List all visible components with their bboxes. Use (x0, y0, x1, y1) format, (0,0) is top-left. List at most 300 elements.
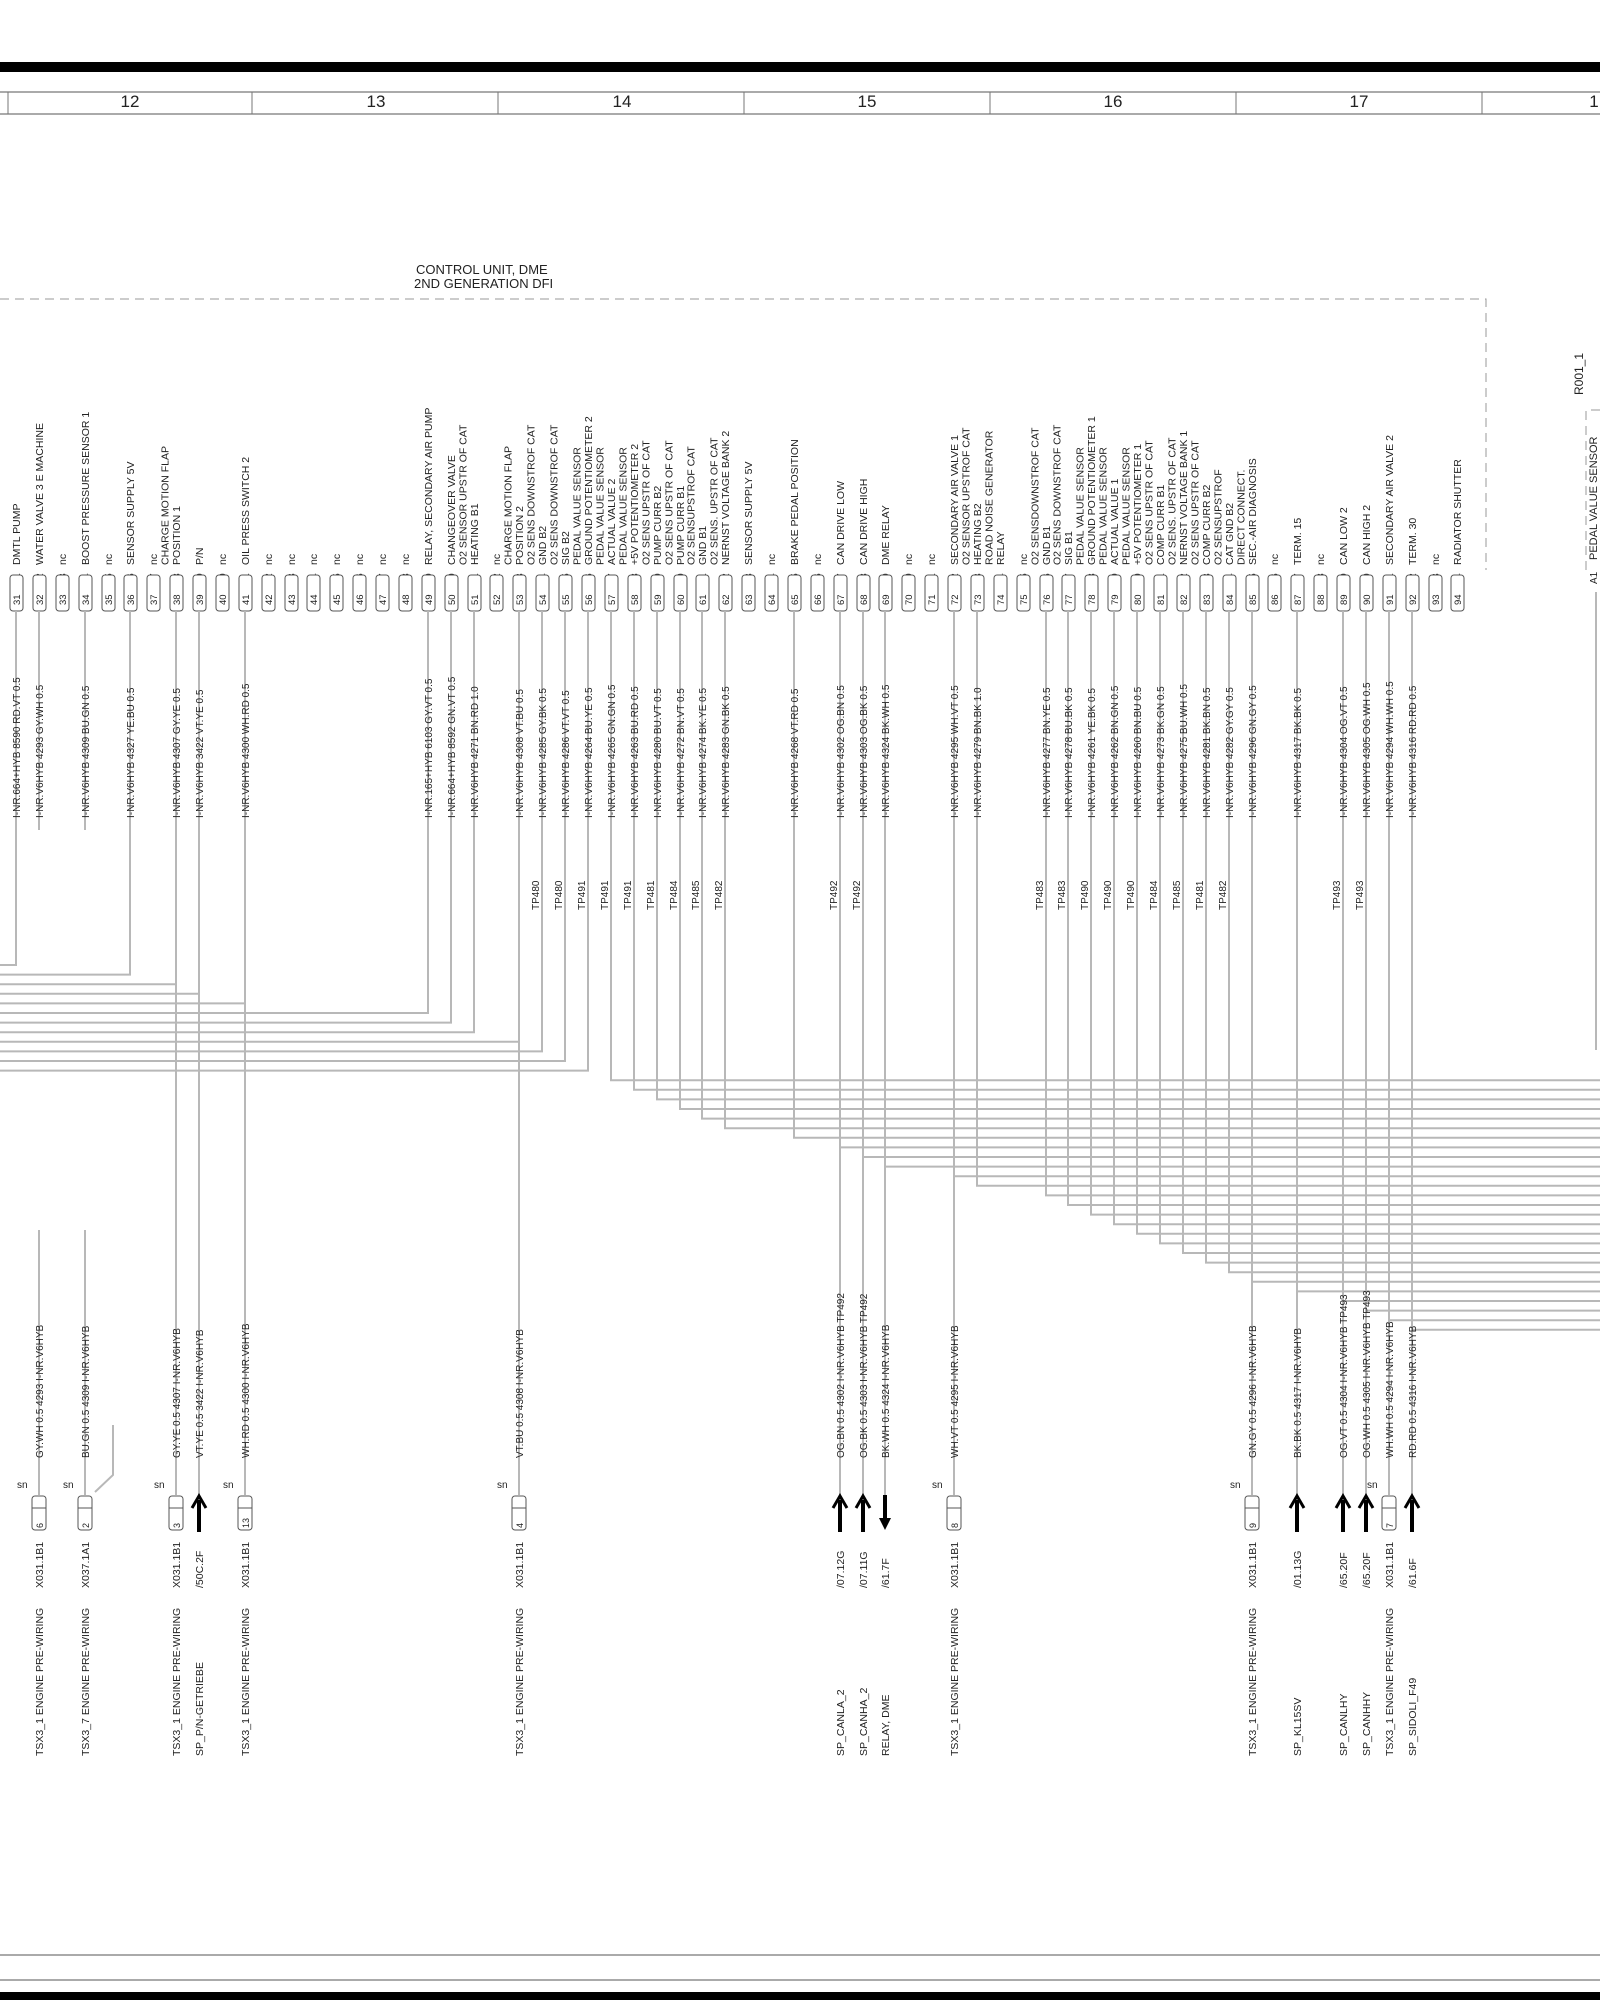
connection-reference: X037.1A1 (80, 1541, 92, 1588)
pin-wire-spec: I-NR.664+HYB 8592 GN.VT 0.5 (447, 676, 458, 818)
connection-pin-41 (223, 1003, 252, 1756)
pin-description: nc (400, 553, 412, 565)
test-point-label: TP482 (1218, 880, 1229, 910)
pin-wire-spec: I-NR.V6HYB 3422 VT.YE 0.5 (195, 689, 206, 818)
connector-terminal-number: 9 (1248, 1522, 1258, 1528)
bus-wire (885, 610, 1600, 1167)
pin-number: 65 (790, 594, 801, 605)
pin-description: PEDAL VALUE SENSOR (571, 447, 584, 565)
pin-number: 39 (195, 594, 206, 605)
connection-pin-67 (833, 1147, 847, 1756)
connection-wire-spec: WH.VT 0.5 4295 I-NR.V6HYB (950, 1325, 961, 1458)
test-point-label: TP480 (554, 880, 565, 910)
pin-description: DME RELAY (880, 505, 892, 565)
pin-B51 (458, 424, 482, 1032)
connection-wire-spec: WH.WH 0.5 4294 I-NR.V6HYB (1385, 1321, 1396, 1458)
pin-description: nc (1315, 553, 1327, 565)
pin-B80 (1121, 444, 1145, 1234)
pin-wire-spec: I-NR.V6HYB 4262 BN.GN 0.5 (1110, 685, 1121, 818)
pin-B79 (1098, 447, 1122, 1224)
pin-B63 (742, 462, 755, 612)
pin-B45 (330, 554, 343, 611)
pin-B48 (399, 554, 412, 611)
pin-description: nc (491, 553, 503, 565)
connection-reference: /07.11G (858, 1551, 870, 1588)
connection-pin-90 (1359, 1290, 1373, 1756)
pin-wire-spec: I-NR.V6HYB 4294 WH.WH 0.5 (1385, 681, 1396, 818)
pin-number: 59 (653, 594, 664, 605)
connection-destination: RELAY, DME (880, 1694, 892, 1756)
pin-B43 (285, 554, 298, 611)
pin-wire-spec: I-NR.V6HYB 4295 WH.VT 0.5 (950, 685, 961, 818)
pin-number: 78 (1087, 594, 1098, 605)
bus-wire (0, 610, 199, 994)
connector-terminal-number: 4 (515, 1522, 525, 1528)
pin-description: ACTUAL VALUE 1 (1109, 478, 1121, 565)
splice-label: sn (497, 1480, 508, 1491)
pin-description: nc (812, 553, 824, 565)
pin-number: 66 (813, 594, 824, 605)
test-point-label: TP484 (1149, 880, 1160, 910)
bus-wire (0, 610, 588, 1071)
pin-B69 (879, 505, 892, 1167)
pin-B40 (216, 554, 229, 611)
connection-reference: /50C.2F (194, 1550, 206, 1588)
pin-description: nc (377, 553, 389, 565)
pin-wire-spec: I-NR.V6HYB 4285 GY.BK 0.5 (538, 688, 549, 818)
pin-wire-spec: I-NR.V6HYB 4302 OG.BN 0.5 (836, 685, 847, 818)
pin-number: 53 (515, 594, 526, 605)
test-point-label: TP483 (1035, 880, 1046, 910)
pin-number: 43 (287, 594, 298, 605)
pin-B56 (572, 416, 596, 1071)
pin-wire-spec: I-NR.V6HYB 4273 BK.GN 0.5 (1156, 686, 1167, 818)
pin-description: nc (1269, 553, 1281, 565)
pin-B82 (1167, 431, 1191, 1253)
pin-number: 58 (630, 594, 641, 605)
pin-description: SIG B1 (1063, 531, 1075, 565)
pin-number: 75 (1019, 594, 1030, 605)
test-point-label: TP485 (691, 880, 702, 910)
pin-wire-spec: I-NR.V6HYB 4274 BK.YE 0.5 (698, 687, 709, 818)
pin-wire-spec: I-NR.V6HYB 4281 BK.BN 0.5 (1202, 687, 1213, 818)
connection-wire-spec: VT.YE 0.5 3422 I-NR.V6HYB (195, 1329, 206, 1458)
pin-description: OIL PRESS SWITCH 2 (240, 456, 252, 565)
pin-number: 87 (1293, 594, 1304, 605)
pin-description: SENSOR SUPPLY 5V (125, 461, 137, 565)
pin-B86 (1268, 554, 1281, 611)
connection-pin-34 (63, 1230, 92, 1756)
pin-wire-spec: I-NR.V6HYB 4280 BU.VT 0.5 (653, 688, 664, 818)
pin-description: TERM. 15 (1292, 517, 1304, 565)
pin-B35 (102, 554, 115, 611)
splice-label: sn (932, 1480, 943, 1491)
splice-label: sn (1367, 1480, 1378, 1491)
pin-number: 91 (1385, 594, 1396, 605)
pin-description: CHARGE MOTION FLAP (502, 445, 515, 565)
pin-B85 (1236, 458, 1260, 1282)
pin-number: 72 (950, 594, 961, 605)
splice-label: sn (1230, 1480, 1241, 1491)
pin-description: CAN DRIVE HIGH (858, 478, 870, 565)
pin-description: nc (103, 553, 115, 565)
bus-wire (1343, 610, 1600, 1301)
pin-B42 (262, 554, 275, 611)
pin-number: 84 (1225, 594, 1236, 605)
test-point-label: TP481 (1195, 880, 1206, 910)
pin-number: 68 (859, 594, 870, 605)
test-point-label: TP493 (1355, 880, 1366, 910)
test-point-label: TP484 (669, 880, 680, 910)
pin-number: 77 (1064, 594, 1075, 605)
pin-description: nc (903, 553, 915, 565)
connection-wire-spec: BK.BK 0.5 4317 I-NR.V6HYB (1293, 1327, 1304, 1458)
pin-number: 64 (767, 594, 778, 605)
pin-description: PEDAL VALUE SENSOR (617, 447, 630, 565)
pin-description: POSITION 2 (514, 506, 526, 565)
pin-B37 (147, 554, 160, 611)
pin-number: 92 (1408, 594, 1419, 605)
bus-wire (0, 610, 428, 1013)
test-point-label: TP491 (623, 880, 634, 910)
top-frame-bar (0, 62, 1600, 72)
test-point-label: TP492 (852, 880, 863, 910)
pin-description: nc (217, 553, 229, 565)
connection-destination: SP_CANHHY (1361, 1691, 1373, 1756)
pin-B62 (709, 431, 733, 1129)
connection-destination: SP_CANHA_2 (858, 1687, 870, 1756)
control-unit-subtitle: 2ND GENERATION DFI (414, 276, 554, 291)
connection-reference: /61.7F (880, 1558, 892, 1588)
pin-wire-spec: I-NR.V6HYB 4261 YE.BK 0.5 (1087, 688, 1098, 818)
test-point-label: TP480 (531, 880, 542, 910)
connection-wire-spec: OG.VT 0.5 4304 I-NR.V6HYB TP493 (1339, 1294, 1350, 1458)
pin-B81 (1144, 440, 1168, 1244)
connection-wire-spec: VT.BU 0.5 4308 I-NR.V6HYB (515, 1329, 526, 1458)
connection-wire-spec: OG.BK 0.5 4303 I-NR.V6HYB TP492 (859, 1293, 870, 1458)
connector-pins (10, 408, 1464, 1330)
pin-description: POSITION 1 (171, 506, 183, 565)
splice-label: sn (223, 1480, 234, 1491)
pin-description: PEDAL VALUE SENSOR (1074, 447, 1087, 565)
connection-destination: TSX3_1 ENGINE PRE-WIRING (1384, 1607, 1396, 1756)
pin-description: CHARGE MOTION FLAP (159, 445, 172, 565)
pin-number: 67 (836, 594, 847, 605)
pin-description: O2 SENS UPSTR OF CAT (640, 440, 653, 565)
connection-destination: TSX3_1 ENGINE PRE-WIRING (34, 1607, 46, 1756)
pin-description: nc (308, 553, 320, 565)
pin-number: 38 (172, 594, 183, 605)
pin-number: 94 (1453, 594, 1464, 605)
connection-reference: /01.13G (1292, 1550, 1304, 1588)
connection-wire-spec: GY.YE 0.5 4307 I-NR.V6HYB (172, 1328, 183, 1458)
bus-wire (1206, 610, 1600, 1263)
pin-description: O2 SENS. UPSTR OF CAT (708, 437, 721, 565)
connection-destination: SP_P/N-GETRIEBE (194, 1662, 206, 1756)
pin-number: 35 (104, 594, 115, 605)
pin-wire-spec: I-NR.V6HYB 4324 BK.WH 0.5 (881, 684, 892, 818)
pin-wire-spec: I-NR.V6HYB 4327 YE.BU 0.5 (126, 687, 137, 818)
bottom-frame-bar (0, 1992, 1600, 2000)
pin-wire-spec: I-NR.V6HYB 4260 BN.BU 0.5 (1133, 686, 1144, 818)
pin-description: O2 SENS DOWNSTROF CAT (1051, 424, 1064, 565)
pin-description: O2 SENS DOWNSTROF CAT (548, 424, 561, 565)
pin-description: RELAY (995, 531, 1007, 565)
pin-description: ROAD NOISE GENERATOR (983, 430, 996, 565)
test-point-label: TP481 (646, 880, 657, 910)
pin-description: nc (926, 553, 938, 565)
pin-wire-spec: I-NR.V6HYB 4278 BU.BK 0.5 (1064, 687, 1075, 818)
pin-wire-spec: I-NR.V6HYB 4268 VT.RD 0.5 (790, 688, 801, 818)
column-number: 15 (857, 92, 877, 111)
pin-wire-spec: I-NR.V6HYB 4272 BN.VT 0.5 (676, 688, 687, 818)
pin-B39 (193, 547, 206, 993)
connection-wire-spec: GY.WH 0.5 4293 I-NR.V6HYB (35, 1324, 46, 1458)
test-point-label: TP490 (1080, 880, 1091, 910)
pin-B33 (56, 554, 69, 611)
pin-wire-spec: I-NR.V6HYB 4309 BU.GN 0.5 (81, 685, 92, 818)
pin-description: +5V POTENTIOMETER 1 (1132, 443, 1144, 565)
pin-wire-spec: I-NR.V6HYB 4275 BU.WH 0.5 (1179, 684, 1190, 818)
pin-wire-spec: I-NR.V6HYB 4305 OG.WH 0.5 (1362, 682, 1373, 818)
pin-description: O2 SENSDOWNSTROF CAT (1029, 427, 1042, 565)
pin-B84 (1213, 469, 1237, 1272)
connection-reference: /65.20F (1338, 1552, 1350, 1588)
pin-description: nc (57, 553, 69, 565)
pin-B70 (902, 554, 915, 611)
pedal-value-sensor-component (1572, 353, 1600, 1050)
pin-number: 49 (424, 594, 435, 605)
connection-destination: TSX3_1 ENGINE PRE-WIRING (949, 1607, 961, 1756)
pin-number: 61 (698, 594, 709, 605)
pin-number: 31 (12, 594, 23, 605)
pin-description: nc (766, 553, 778, 565)
pin-number: 46 (355, 594, 366, 605)
pin-B75 (1017, 554, 1030, 611)
pin-number: 32 (35, 594, 46, 605)
side-component-pin: A1 (1589, 571, 1600, 584)
pin-description: SECONDARY AIR VALVE 1 (949, 435, 961, 565)
pin-wire-spec: I-NR.V6HYB 4282 GY.GY 0.5 (1225, 687, 1236, 818)
pin-number: 63 (744, 594, 755, 605)
pin-B57 (595, 447, 619, 1080)
column-number: 13 (366, 92, 386, 111)
connector-terminal-number: 13 (241, 1517, 251, 1528)
connection-destination: TSX3_1 ENGINE PRE-WIRING (1247, 1607, 1259, 1756)
connection-pin-53 (497, 1042, 526, 1756)
pin-B91 (1383, 435, 1396, 1320)
pin-number: 73 (973, 594, 984, 605)
pin-B41 (239, 457, 252, 1004)
column-number: 12 (120, 92, 140, 111)
test-point-label: TP493 (1332, 880, 1343, 910)
pin-B52 (490, 554, 503, 611)
pin-number: 56 (584, 594, 595, 605)
pin-wire-spec: I-NR.664+HYB 8590 RD.VT 0.5 (12, 677, 23, 818)
connection-reference: X031.1B1 (1247, 1541, 1259, 1588)
pin-B59 (641, 440, 665, 1100)
pin-wire-spec: I-NR.V6HYB 4308 VT.BU 0.5 (515, 689, 526, 818)
pin-B88 (1314, 554, 1327, 611)
connection-reference: /65.20F (1361, 1552, 1373, 1588)
pin-B68 (857, 479, 870, 1157)
connection-reference: X031.1B1 (514, 1541, 526, 1588)
pin-number: 62 (721, 594, 732, 605)
pin-description: HEATING B2 (972, 503, 984, 565)
pin-number: 40 (218, 594, 229, 605)
pin-B92 (1406, 518, 1419, 1330)
pin-description: PEDAL VALUE SENSOR (594, 447, 607, 565)
test-point-labels (531, 880, 1366, 910)
connection-destination: TSX3_1 ENGINE PRE-WIRING (514, 1607, 526, 1756)
pin-description: SIG B2 (560, 531, 572, 565)
pin-wire-spec: I-NR.V6HYB 4293 GY.WH 0.5 (35, 684, 46, 818)
pin-B32 (33, 423, 46, 830)
bus-wire (680, 610, 1600, 1109)
pin-description: RADIATOR SHUTTER (1452, 459, 1464, 565)
pin-number: 60 (676, 594, 687, 605)
test-point-label: TP491 (600, 880, 611, 910)
bus-wire (1252, 610, 1600, 1282)
pin-description: RELAY, SECONDARY AIR PUMP (423, 407, 435, 565)
splice-label: sn (63, 1480, 74, 1491)
pin-number: 70 (904, 594, 915, 605)
pin-B34 (79, 412, 92, 830)
connection-wire-spec: RD.RD 0.5 4316 I-NR.V6HYB (1408, 1325, 1419, 1458)
pin-number: 48 (401, 594, 412, 605)
pin-description: BRAKE PEDAL POSITION (789, 439, 801, 565)
connection-wire-spec: GN.GY 0.5 4296 I-NR.V6HYB (1248, 1325, 1259, 1458)
connection-wire-spec: OG.WH 0.5 4305 I-NR.V6HYB TP493 (1362, 1290, 1373, 1458)
test-point-label: TP485 (1172, 880, 1183, 910)
connection-reference: /07.12G (835, 1550, 847, 1588)
pin-description: GND B1 (1041, 525, 1053, 565)
pin-B66 (811, 554, 824, 611)
pin-wire-spec: I-NR.165+HYB 6103 GY.VT 0.5 (424, 678, 435, 818)
pin-B83 (1190, 440, 1214, 1263)
pin-description: nc (286, 553, 298, 565)
pin-description: CAN LOW 2 (1338, 507, 1350, 565)
connection-destination: TSX3_1 ENGINE PRE-WIRING (171, 1607, 183, 1756)
pin-B64 (765, 554, 778, 611)
test-point-label: TP482 (714, 880, 725, 910)
pin-number: 69 (881, 594, 892, 605)
bus-wire (0, 610, 519, 1042)
connector-terminal-number: 6 (35, 1522, 45, 1528)
connection-wire-spec: BU.GN 0.5 4309 I-NR.V6HYB (81, 1325, 92, 1458)
pin-B67 (834, 481, 847, 1147)
pin-description: O2 SENS. UPSTR OF CAT (1166, 437, 1179, 565)
connection-pin-85 (1230, 1282, 1259, 1756)
pin-number: 50 (447, 594, 458, 605)
pin-wire-spec: I-NR.V6HYB 4296 GN.GY 0.5 (1248, 685, 1259, 818)
side-component-ref: R001_1 (1572, 352, 1586, 395)
pin-number: 54 (538, 594, 549, 605)
pin-wire-spec: I-NR.V6HYB 4271 BN.RD 1.0 (470, 686, 481, 818)
pin-wire-spec: I-NR.V6HYB 4286 VT.VT 0.5 (561, 690, 572, 818)
connection-pin-38 (154, 984, 183, 1756)
side-component-label: PEDAL VALUE SENSOR (1588, 436, 1600, 560)
pin-B77 (1052, 424, 1076, 1205)
pin-wire-spec: I-NR.V6HYB 4263 BU.RD 0.5 (630, 686, 641, 818)
pin-number: 85 (1248, 594, 1259, 605)
pin-description: O2 SENS UPSTR OF CAT (1143, 440, 1156, 565)
pin-wire-spec: I-NR.V6HYB 4283 GN.BK 0.5 (721, 686, 732, 818)
connection-wire-spec: BK.WH 0.5 4324 I-NR.V6HYB (881, 1324, 892, 1458)
connection-wire-spec: OG.BN 0.5 4302 I-NR.V6HYB TP492 (836, 1293, 847, 1458)
pin-number: 52 (492, 594, 503, 605)
pin-B65 (788, 439, 801, 1137)
connection-destination: TSX3_1 ENGINE PRE-WIRING (240, 1607, 252, 1756)
pin-B94 (1451, 459, 1464, 611)
pin-description: CAN HIGH 2 (1361, 504, 1373, 565)
pin-number: 33 (58, 594, 69, 605)
connector-terminal-number: 8 (950, 1522, 960, 1528)
control-unit-title: CONTROL UNIT, DME (416, 262, 548, 277)
connection-pin-39 (192, 994, 206, 1756)
pin-description: WATER VALVE 3 E MACHINE (34, 423, 46, 565)
pin-description: BOOST PRESSURE SENSOR 1 (80, 411, 92, 565)
bus-wire (1412, 610, 1600, 1330)
bus-wire (657, 610, 1600, 1099)
splice-label: sn (17, 1480, 28, 1491)
pin-description: nc (263, 553, 275, 565)
bus-wire (794, 610, 1600, 1138)
pin-description: nc (1430, 553, 1442, 565)
connection-pin-32 (17, 1230, 46, 1756)
pin-number: 74 (996, 594, 1007, 605)
pin-description: NERNST VOLTAGE BANK 1 (1178, 430, 1190, 565)
pin-wire-spec: I-NR.V6HYB 4264 BU.YE 0.5 (584, 687, 595, 818)
pin-description: PEDAL VALUE SENSOR (1097, 447, 1110, 565)
pin-description: COMP CURR B1 (1155, 484, 1167, 565)
test-point-label: TP491 (577, 880, 588, 910)
pin-number: 89 (1339, 594, 1350, 605)
test-point-label: TP490 (1103, 880, 1114, 910)
pin-B71 (925, 554, 938, 611)
pin-description: O2 SENS UPSTR OF CAT (663, 440, 676, 565)
pin-description: SEC.-AIR DIAGNOSIS (1247, 458, 1259, 565)
pin-number: 83 (1202, 594, 1213, 605)
connection-pin-68 (856, 1157, 870, 1756)
pin-description: CAT GND B2 (1224, 502, 1236, 565)
pin-description: GROUND POTENTIOMETER 1 (1086, 416, 1098, 565)
pin-B49 (422, 408, 435, 1013)
pin-wire-spec: I-NR.V6HYB 4300 WH.RD 0.5 (241, 683, 252, 818)
pin-B93 (1429, 554, 1442, 611)
pin-B73 (961, 427, 985, 1186)
pin-B38 (160, 446, 184, 984)
connection-pin-92 (1405, 1325, 1419, 1756)
pin-description: SENSOR SUPPLY 5V (743, 461, 755, 565)
pin-number: 42 (264, 594, 275, 605)
pin-number: 37 (149, 594, 160, 605)
pin-description: GROUND POTENTIOMETER 2 (583, 416, 595, 565)
bus-wire (0, 610, 451, 1023)
pin-description: PUMP CURR B1 (675, 485, 687, 565)
connector-terminal-number: 7 (1385, 1522, 1395, 1528)
connection-destination: SP_CANLHY (1338, 1693, 1350, 1756)
pin-description: O2 SENSOR UPSTR OF CAT (457, 424, 470, 565)
connection-reference: /61.6F (1407, 1558, 1419, 1588)
pin-B61 (686, 446, 710, 1119)
pin-wire-spec: I-NR.V6HYB 4279 BN.BK 1.0 (973, 687, 984, 818)
pin-number: 81 (1156, 594, 1167, 605)
pin-description: O2 SENSUPSTROF (1212, 469, 1225, 565)
pin-description: O2 SENS UPSTR OF CAT (1189, 440, 1202, 565)
pin-B50 (445, 455, 458, 1023)
pin-number: 51 (470, 594, 481, 605)
